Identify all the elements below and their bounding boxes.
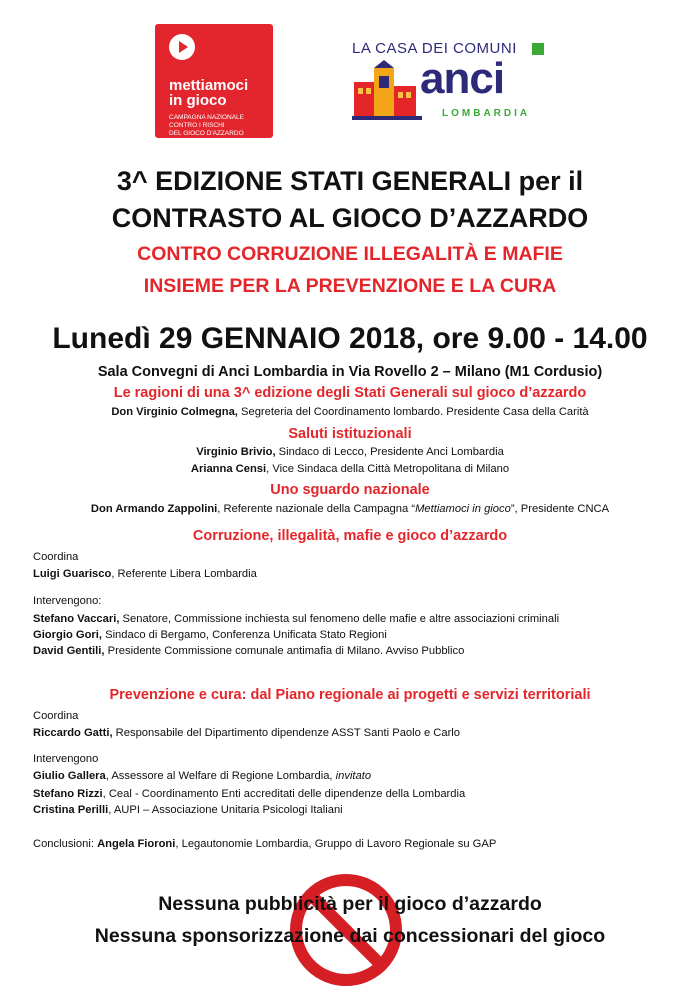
section-title-corruption: Corruzione, illegalità, mafie e gioco d’azzardo bbox=[192, 528, 508, 544]
anci-lombardia-logo bbox=[352, 40, 552, 140]
section-title-national: Uno sguardo nazionale bbox=[270, 482, 430, 498]
speaker-zappolini: Don Armando Zappolini, Referente nazionale della Campagna “Mettiamoci in gioco”, Presidente CNCA bbox=[90, 503, 610, 515]
event-venue: Sala Convegni di Anci Lombardia in Via Rovello 2 – Milano (M1 Cordusio) bbox=[97, 364, 603, 380]
speaker-vaccari: Stefano Vaccari, Senatore, Commissione inchiesta sul fenomeno delle mafie e altre associazioni criminali bbox=[33, 613, 560, 625]
section-title-reasons: Le ragioni di una 3^ edizione degli Stati Generali sul gioco d’azzardo bbox=[113, 385, 587, 401]
anci-tagline: LA CASA DEI COMUNI bbox=[352, 40, 517, 57]
speaker-gentili: David Gentili, Presidente Commissione comunale antimafia di Milano. Avviso Pubblico bbox=[33, 645, 465, 657]
title-line-2: CONTRASTO AL GIOCO D’AZZARDO bbox=[111, 203, 589, 233]
subtitle-line-2: INSIEME PER LA PREVENZIONE E LA CURA bbox=[143, 275, 557, 297]
speaker-rizzi: Stefano Rizzi, Ceal - Coordinamento Enti accreditati delle dipendenze della Lombardia bbox=[33, 788, 466, 800]
section-title-prevention: Prevenzione e cura: dal Piano regionale ai progetti e servizi territoriali bbox=[109, 687, 591, 703]
logo-title: mettiamoci in gioco bbox=[169, 77, 249, 109]
green-square bbox=[532, 43, 544, 55]
speaker-gallera: Giulio Gallera, Assessore al Welfare di Regione Lombardia, invitato bbox=[33, 770, 372, 782]
anci-region: LOMBARDIA bbox=[442, 108, 531, 119]
subtitle-line-1: CONTRO CORRUZIONE ILLEGALITÀ E MAFIE bbox=[137, 243, 563, 265]
mettiamoci-in-gioco-logo bbox=[155, 24, 273, 138]
title-line-1: 3^ EDIZIONE STATI GENERALI per il bbox=[116, 166, 584, 196]
speakers-label-2: Intervengono bbox=[33, 753, 99, 765]
speaker-colmegna: Don Virginio Colmegna, Segreteria del Coordinamento lombardo. Presidente Casa della Carità bbox=[111, 406, 589, 418]
speaker-brivio: Virginio Brivio, Sindaco di Lecco, Presidente Anci Lombardia bbox=[196, 446, 504, 458]
speaker-gori: Giorgio Gori, Sindaco di Bergamo, Conferenza Unificata Stato Regioni bbox=[33, 629, 387, 641]
logo-subtitle: CAMPAGNA NAZIONALE CONTRO I RISCHI DEL GIOCO D'AZZARDO bbox=[169, 114, 245, 137]
speaker-censi: Arianna Censi, Vice Sindaca della Città Metropolitana di Milano bbox=[190, 463, 510, 475]
footer-line-2: Nessuna sponsorizzazione dai concessionari del gioco bbox=[94, 925, 606, 947]
event-date: Lunedì 29 GENNAIO 2018, ore 9.00 - 14.00 bbox=[52, 322, 648, 355]
town-buildings-icon bbox=[352, 60, 422, 120]
footer-line-1: Nessuna pubblicità per il gioco d’azzardo bbox=[158, 893, 542, 915]
play-icon bbox=[169, 34, 195, 60]
coordinator-label: Coordina bbox=[33, 551, 79, 563]
anci-wordmark: anci bbox=[420, 54, 505, 103]
coordinator-label-2: Coordina bbox=[33, 710, 79, 722]
section-title-greetings: Saluti istituzionali bbox=[288, 426, 412, 442]
speaker-perilli: Cristina Perilli, AUPI – Associazione Unitaria Psicologi Italiani bbox=[33, 804, 343, 816]
conclusions: Conclusioni: Angela Fioroni, Legautonomie Lombardia, Gruppo di Lavoro Regionale su GAP bbox=[33, 838, 497, 850]
speaker-guarisco: Luigi Guarisco, Referente Libera Lombardia bbox=[33, 568, 257, 580]
speaker-gatti: Riccardo Gatti, Responsabile del Dipartimento dipendenze ASST Santi Paolo e Carlo bbox=[33, 727, 461, 739]
speakers-label: Intervengono: bbox=[33, 595, 102, 607]
